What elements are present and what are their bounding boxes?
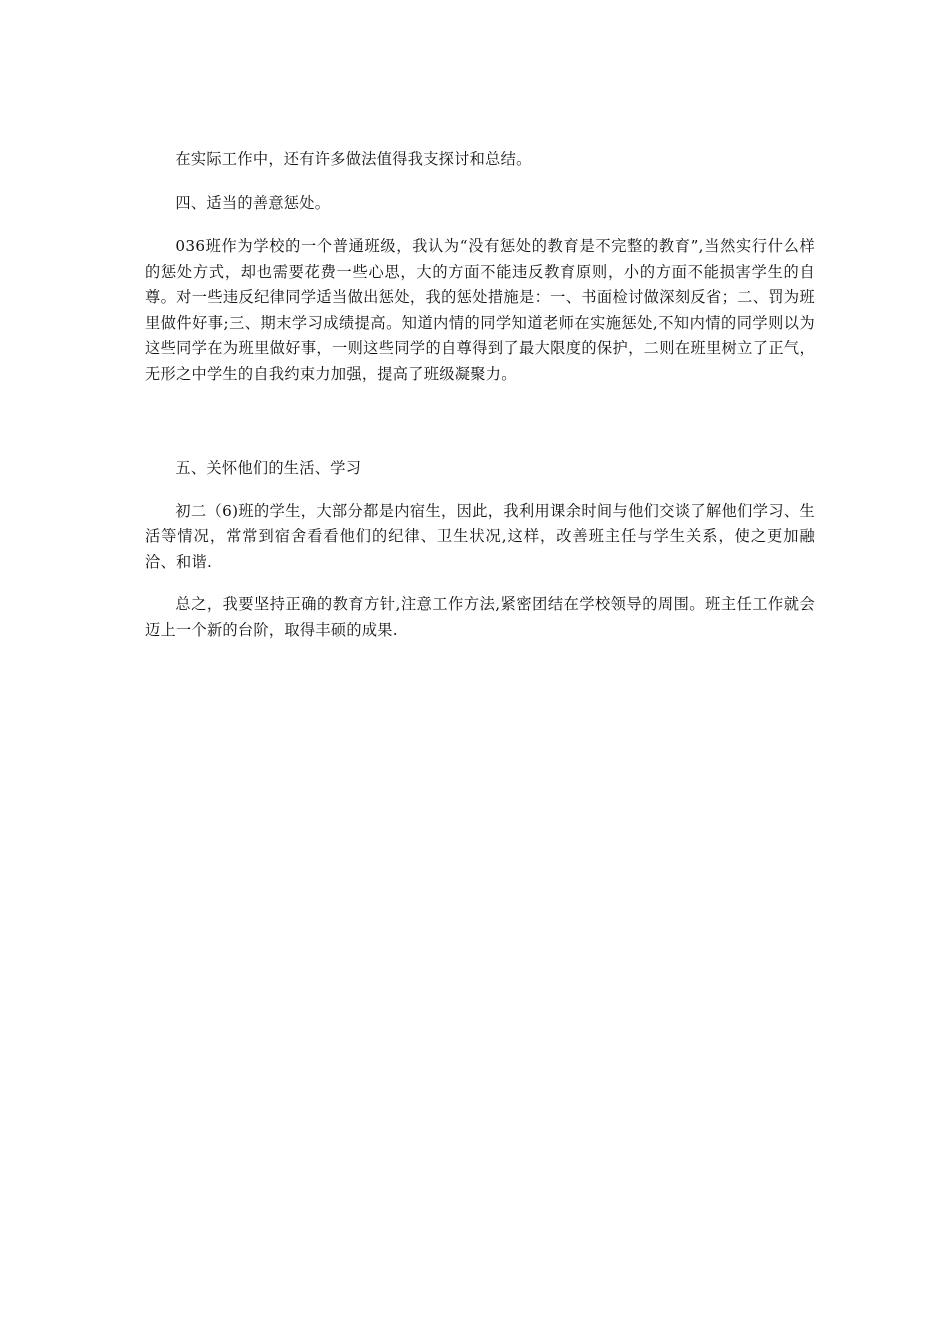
paragraph-conclusion: 总之，我要坚持正确的教育方针,注意工作方法,紧密团结在学校领导的周围。班主任工作就会迈上一个新的台阶，取得丰硕的成果. — [145, 595, 815, 639]
document-body — [145, 147, 815, 643]
paragraph-punishment: 036班作为学校的一个普通班级，我认为“没有惩处的教育是不完整的教育”,当然实行什么样的惩处方式，却也需要花费一些心思，大的方面不能违反教育原则，小的方面不能损害学生的自尊。对一些违反纪律同学适当做出惩处，我的惩处措施是：一、书面检讨做深刻反省；二、罚为班里做件好事;三、期末学习成绩提高。知道内情的同学知道老师在实施惩处,不知内情的同学则以为这些同学在为班里做好事，一则这些同学的自尊得到了最大限度的保护，二则在班里树立了正气，无形之中学生的自我约束力加强，提高了班级凝聚力。 — [145, 237, 815, 383]
heading-section-four: 四、适当的善意惩处。 — [175, 193, 331, 212]
paragraph-student-care: 初二（6)班的学生，大部分都是内宿生，因此，我利用课余时间与他们交谈了解他们学习、生活等情况，常常到宿舍看看他们的纪律、卫生状况,这样，改善班主任与学生关系，使之更加融洽、和谐. — [145, 501, 815, 571]
paragraph-work-summary: 在实际工作中，还有许多做法值得我支探讨和总结。 — [175, 150, 532, 168]
heading-section-five: 五、关怀他们的生活、学习 — [175, 459, 362, 477]
